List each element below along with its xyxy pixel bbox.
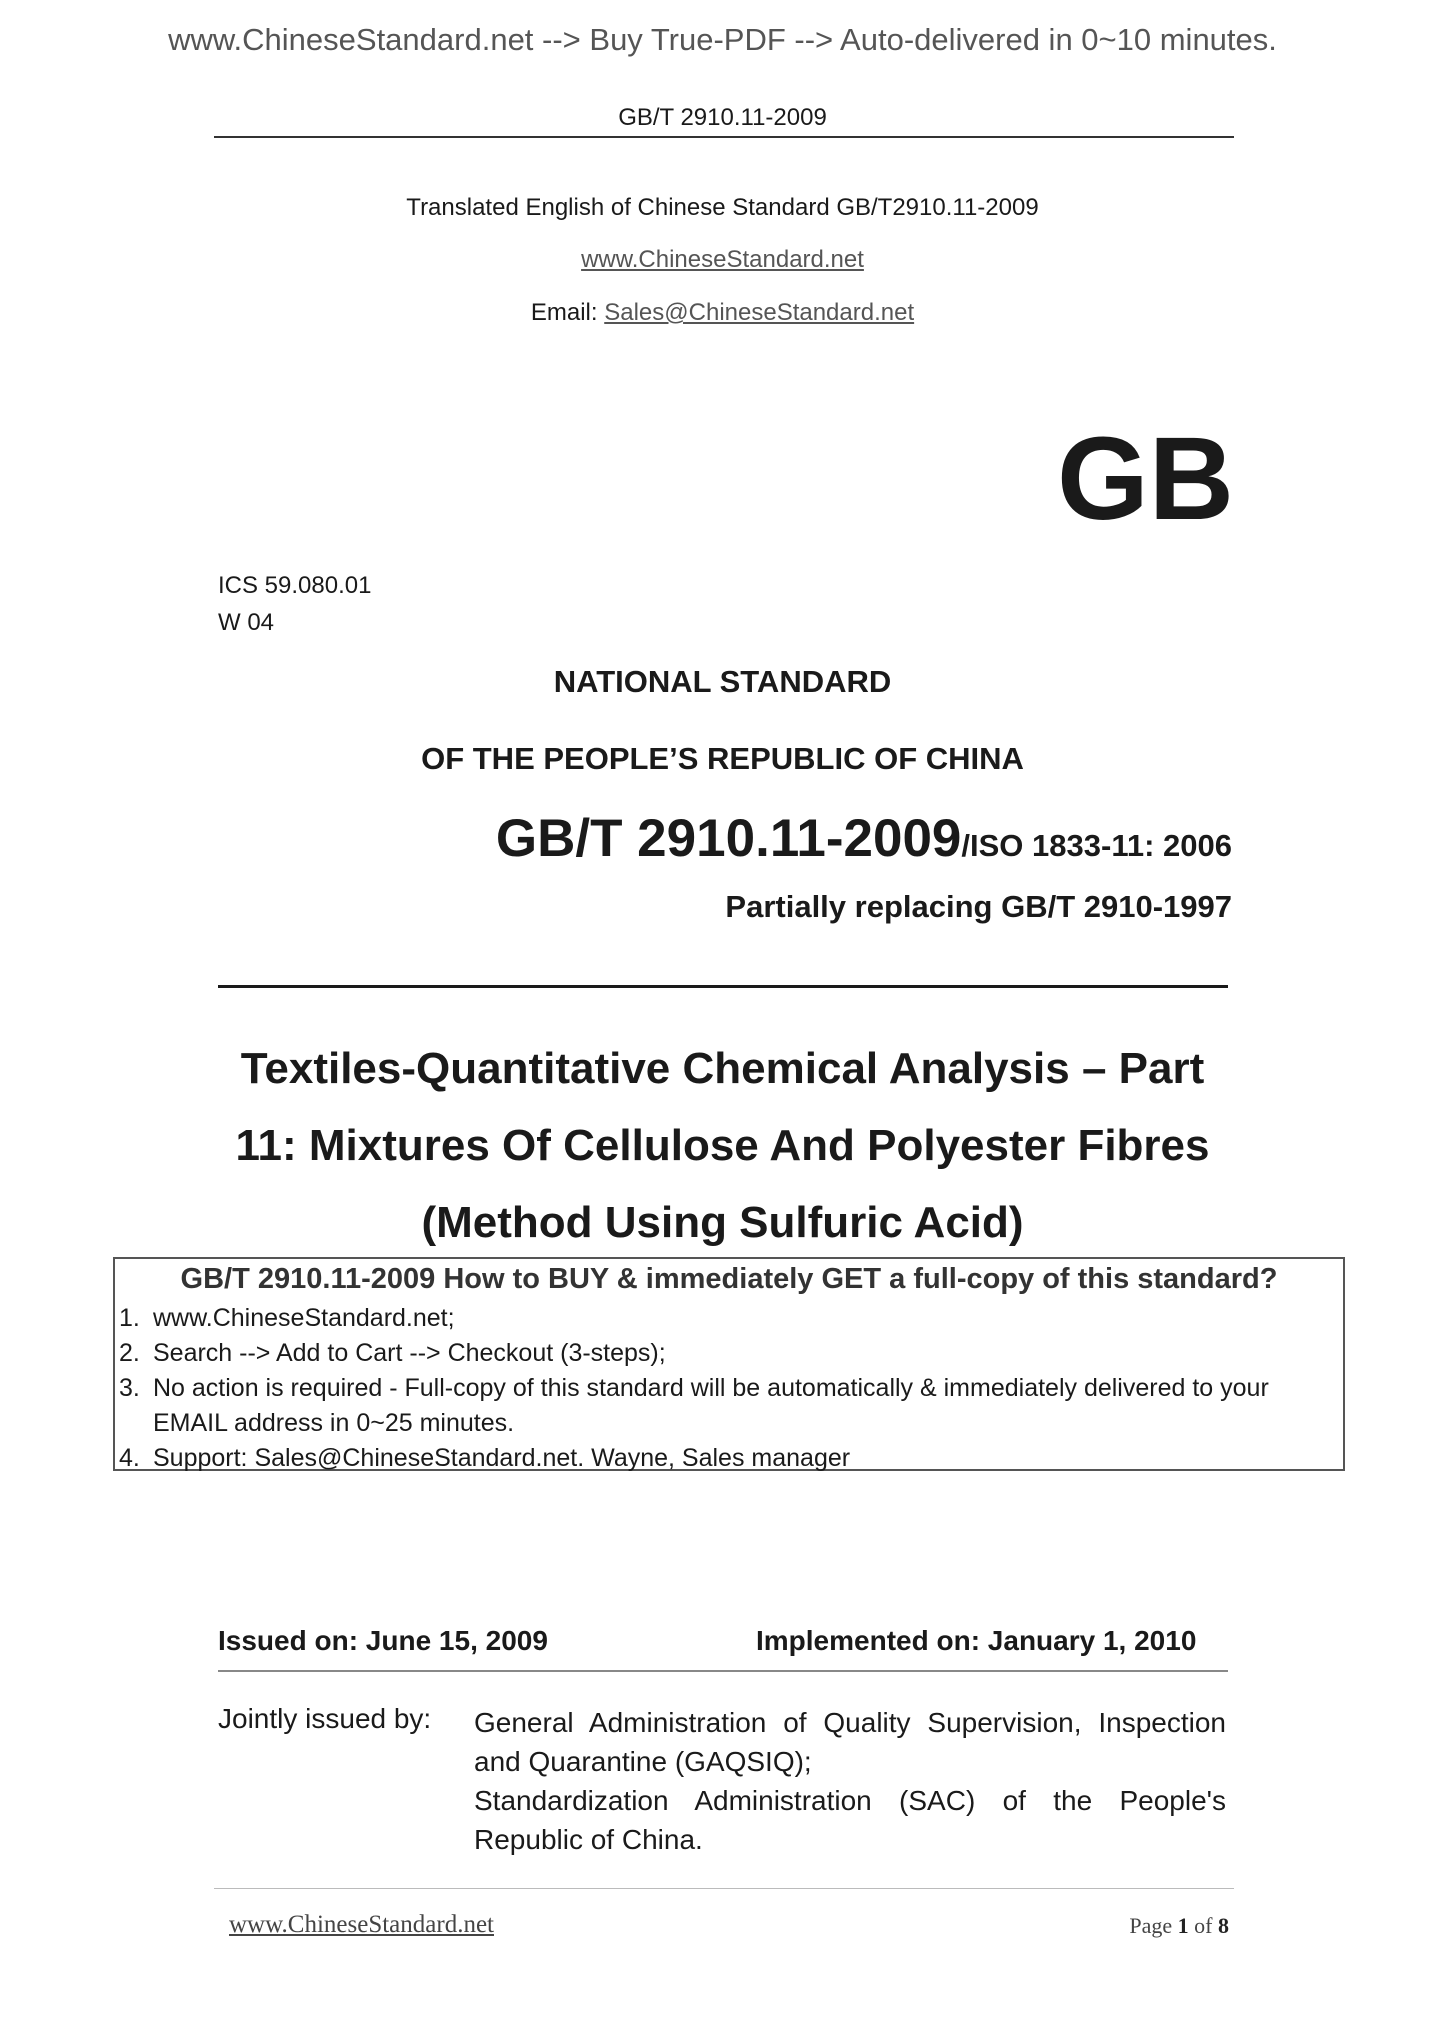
page-of: of xyxy=(1188,1913,1218,1938)
page-number xyxy=(1129,1913,1229,1939)
translated-note: Translated English of Chinese Standard GB/T2910.11-2009 xyxy=(406,194,1039,221)
title-line-1: Textiles-Quantitative Chemical Analysis – Part xyxy=(240,1044,1205,1093)
jointly-issued-label: Jointly issued by: xyxy=(218,1703,432,1734)
list-item-text: Search --> Add to Cart --> Checkout (3-steps); xyxy=(153,1339,666,1367)
email-line xyxy=(0,299,1445,327)
issuers-block xyxy=(474,1703,1226,1859)
header-standard-code: GB/T 2910.11-2009 xyxy=(618,104,827,131)
list-item xyxy=(115,1301,1333,1336)
list-item xyxy=(115,1441,1333,1476)
document-title xyxy=(0,1030,1445,1261)
w-code: W 04 xyxy=(218,609,275,636)
footer-site-link[interactable]: www.ChineseStandard.net xyxy=(229,1911,494,1938)
list-item-number: 4. xyxy=(119,1444,140,1472)
buy-info-box xyxy=(113,1257,1345,1471)
standard-code-iso: /ISO 1833-11: 2006 xyxy=(961,828,1232,863)
email-link[interactable]: Sales@ChineseStandard.net xyxy=(604,299,915,326)
prc-heading: OF THE PEOPLE’S REPUBLIC OF CHINA xyxy=(421,741,1024,776)
list-item-number: 1. xyxy=(119,1304,140,1332)
page-total: 8 xyxy=(1218,1913,1229,1938)
issuer-2: Standardization Administration (SAC) of the People's Republic of China. xyxy=(474,1785,1226,1855)
list-item xyxy=(115,1336,1333,1371)
email-label: Email: xyxy=(530,299,605,326)
list-item-number: 2. xyxy=(119,1339,140,1367)
ics-code: ICS 59.080.01 xyxy=(218,572,372,599)
list-item-text: No action is required - Full-copy of this standard will be automatically & immediately delivered to your EMAIL address in 0~25 minutes. xyxy=(153,1374,1269,1437)
replacing-note: Partially replacing GB/T 2910-1997 xyxy=(725,889,1232,924)
standard-number xyxy=(496,808,1232,869)
gb-mark: GB xyxy=(1057,413,1234,545)
title-line-2: 11: Mixtures Of Cellulose And Polyester Fibres xyxy=(235,1121,1210,1170)
site-line xyxy=(0,246,1445,274)
title-divider xyxy=(218,985,1228,988)
list-item xyxy=(115,1371,1333,1441)
site-link[interactable]: www.ChineseStandard.net xyxy=(581,246,864,273)
standard-code-main: GB/T 2910.11-2009 xyxy=(495,809,962,868)
page-current: 1 xyxy=(1177,1913,1189,1938)
page-prefix: Page xyxy=(1129,1913,1178,1938)
issuer-1: General Administration of Quality Supervision, Inspection and Quarantine (GAQSIQ); xyxy=(474,1707,1226,1777)
implemented-date: Implemented on: January 1, 2010 xyxy=(756,1625,1197,1656)
buy-steps-list xyxy=(115,1301,1333,1476)
buy-box-heading: GB/T 2910.11-2009 How to BUY & immediately GET a full-copy of this standard? xyxy=(180,1263,1278,1295)
list-item-text: Support: Sales@ChineseStandard.net. Wayne, Sales manager xyxy=(153,1444,851,1472)
footer-divider xyxy=(214,1888,1234,1889)
issued-date: Issued on: June 15, 2009 xyxy=(218,1625,548,1656)
list-item-text: www.ChineseStandard.net; xyxy=(153,1304,455,1332)
dates-divider xyxy=(218,1670,1228,1672)
header-divider xyxy=(214,136,1234,138)
top-banner: www.ChineseStandard.net --> Buy True-PDF --> Auto-delivered in 0~10 minutes. xyxy=(168,22,1277,57)
national-standard-heading: NATIONAL STANDARD xyxy=(553,664,892,699)
title-line-3: (Method Using Sulfuric Acid) xyxy=(421,1198,1024,1247)
list-item-number: 3. xyxy=(119,1374,140,1402)
